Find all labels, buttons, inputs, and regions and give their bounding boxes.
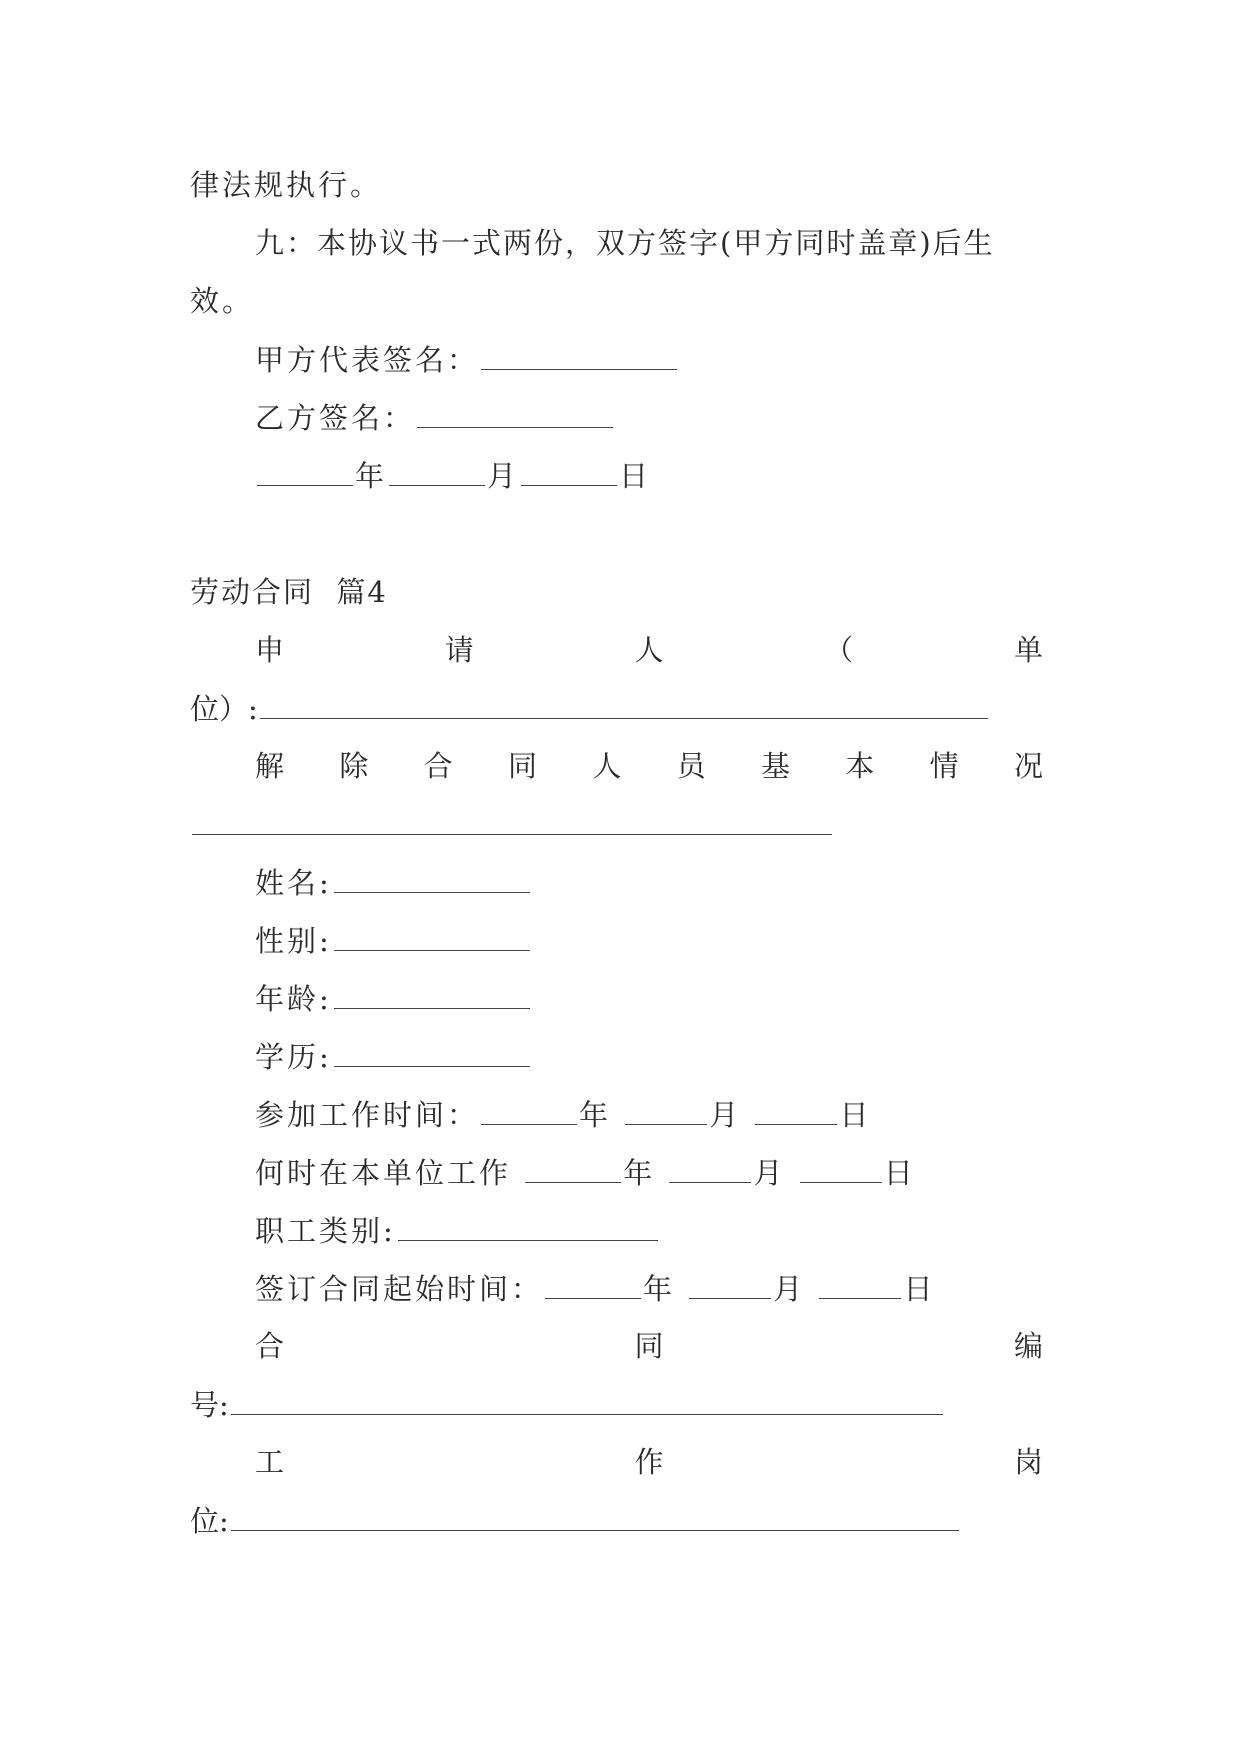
day-label: 日 bbox=[903, 1272, 936, 1306]
work-start-day-field[interactable] bbox=[755, 1094, 837, 1125]
char: 合 bbox=[423, 749, 453, 783]
contract-start-line bbox=[255, 1268, 936, 1309]
text: 劳动合同 篇4 bbox=[190, 575, 388, 609]
char: 单 bbox=[1013, 633, 1043, 667]
education-line bbox=[255, 1036, 532, 1077]
month-label: 月 bbox=[487, 459, 520, 493]
age-line bbox=[255, 978, 532, 1019]
label: 年龄: bbox=[255, 982, 332, 1016]
clause-9-line-1 bbox=[255, 223, 995, 263]
label: 姓名: bbox=[255, 866, 332, 900]
label: 乙方签名： bbox=[255, 401, 416, 435]
day-label: 日 bbox=[619, 459, 652, 493]
label: 签订合同起始时间： bbox=[255, 1272, 544, 1306]
label: 号: bbox=[190, 1388, 229, 1422]
work-start-month-field[interactable] bbox=[625, 1094, 707, 1125]
work-post-field[interactable] bbox=[231, 1500, 959, 1531]
staff-type-field[interactable] bbox=[398, 1210, 658, 1241]
year-label: 年 bbox=[623, 1156, 656, 1190]
char: 编 bbox=[1013, 1329, 1043, 1363]
clause-9-line-2 bbox=[190, 281, 254, 321]
char: 作 bbox=[634, 1445, 664, 1479]
contract-start-year-field[interactable] bbox=[545, 1268, 641, 1299]
contract-number-field-line bbox=[190, 1384, 945, 1425]
label: 学历: bbox=[255, 1040, 332, 1074]
staff-type-line bbox=[255, 1210, 660, 1251]
contract-number-field[interactable] bbox=[231, 1384, 943, 1415]
char: 请 bbox=[444, 633, 474, 667]
party-b-signature-line bbox=[255, 397, 615, 438]
paragraph-continuation bbox=[190, 165, 382, 205]
applicant-field-line bbox=[190, 688, 990, 729]
applicant-field[interactable] bbox=[260, 688, 988, 719]
unit-start-month-field[interactable] bbox=[669, 1152, 751, 1183]
year-label: 年 bbox=[579, 1098, 612, 1132]
char: 况 bbox=[1013, 749, 1043, 783]
char: 员 bbox=[676, 749, 706, 783]
label: 何时在本单位工作 bbox=[255, 1156, 512, 1190]
contract-start-month-field[interactable] bbox=[689, 1268, 771, 1299]
char: 除 bbox=[339, 749, 369, 783]
work-start-line bbox=[255, 1094, 872, 1135]
contract-number-label-spread bbox=[255, 1326, 1043, 1366]
char: 同 bbox=[507, 749, 537, 783]
sign-day-field[interactable] bbox=[521, 455, 617, 486]
year-label: 年 bbox=[643, 1272, 676, 1306]
label: 职工类别: bbox=[255, 1214, 396, 1248]
sign-date-line bbox=[255, 455, 651, 496]
char: 人 bbox=[634, 633, 664, 667]
age-field[interactable] bbox=[334, 978, 530, 1009]
day-label: 日 bbox=[839, 1098, 872, 1132]
applicant-label-spread bbox=[255, 630, 1043, 670]
char: 解 bbox=[255, 749, 285, 783]
char: 基 bbox=[760, 749, 790, 783]
label: 性别: bbox=[255, 924, 332, 958]
basic-info-heading-spread bbox=[255, 746, 1043, 786]
party-a-signature-field[interactable] bbox=[481, 339, 677, 370]
month-label: 月 bbox=[773, 1272, 806, 1306]
unit-start-day-field[interactable] bbox=[800, 1152, 882, 1183]
label: 位）: bbox=[190, 692, 258, 726]
name-line bbox=[255, 862, 532, 903]
char: 人 bbox=[592, 749, 622, 783]
section-title bbox=[190, 572, 388, 612]
basic-info-field[interactable] bbox=[192, 804, 832, 835]
education-field[interactable] bbox=[334, 1036, 530, 1067]
label: 甲方代表签名： bbox=[255, 343, 480, 377]
sign-year-field[interactable] bbox=[257, 455, 353, 486]
char: 工 bbox=[255, 1445, 285, 1479]
gender-field[interactable] bbox=[334, 920, 530, 951]
sign-month-field[interactable] bbox=[389, 455, 485, 486]
work-post-field-line bbox=[190, 1500, 961, 1541]
char: 同 bbox=[634, 1329, 664, 1363]
basic-info-field-line bbox=[190, 804, 834, 845]
month-label: 月 bbox=[753, 1156, 786, 1190]
char: 岗 bbox=[1013, 1445, 1043, 1479]
contract-start-day-field[interactable] bbox=[819, 1268, 901, 1299]
text: 律法规执行。 bbox=[190, 168, 383, 202]
text: 九：本协议书一式两份，双方签字(甲方同时盖章)后生 bbox=[255, 226, 995, 260]
day-label: 日 bbox=[883, 1156, 916, 1190]
year-label: 年 bbox=[355, 459, 388, 493]
char: （ bbox=[824, 633, 854, 667]
party-b-signature-field[interactable] bbox=[417, 397, 613, 428]
work-post-label-spread bbox=[255, 1442, 1043, 1482]
month-label: 月 bbox=[709, 1098, 742, 1132]
text: 效。 bbox=[190, 284, 255, 318]
char: 合 bbox=[255, 1329, 285, 1363]
gender-line bbox=[255, 920, 532, 961]
work-start-year-field[interactable] bbox=[481, 1094, 577, 1125]
unit-start-year-field[interactable] bbox=[525, 1152, 621, 1183]
name-field[interactable] bbox=[334, 862, 530, 893]
char: 本 bbox=[845, 749, 875, 783]
party-a-signature-line bbox=[255, 339, 679, 380]
unit-start-line bbox=[255, 1152, 916, 1193]
char: 情 bbox=[929, 749, 959, 783]
label: 参加工作时间： bbox=[255, 1098, 480, 1132]
label: 位: bbox=[190, 1504, 229, 1538]
char: 申 bbox=[255, 633, 285, 667]
